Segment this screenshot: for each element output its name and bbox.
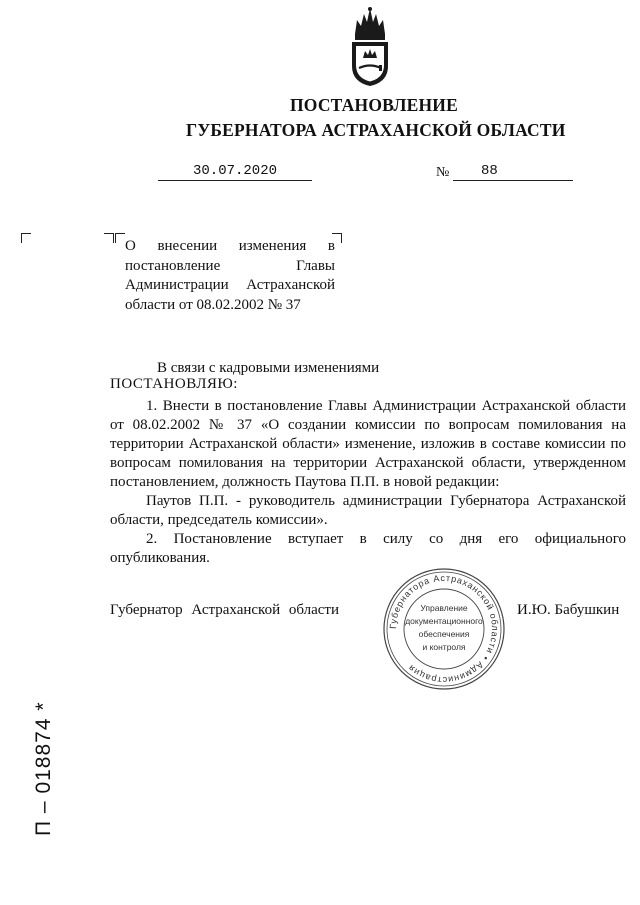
serial-mark (10, 700, 60, 840)
signatory-name: И.Ю. Бабушкин (517, 602, 620, 618)
margin-corner-mark (21, 233, 31, 243)
seal-center-line: Управление (420, 603, 468, 613)
seal-ring-text: Губернатора Астраханской области • Администрация (387, 572, 501, 686)
body-paragraph: 2. Постановление вступает в силу со дня его официального опубликования. (110, 531, 626, 566)
preamble-text: В связи с кадровыми изменениями (157, 360, 380, 376)
document-date: 30.07.2020 (158, 163, 312, 181)
body-paragraph: Паутов П.П. - руководитель администрации Губернатора Астраханской области, председатель комиссии». (110, 493, 626, 528)
seal-center-line: документационного (405, 616, 483, 626)
signatory-position: Губернатор Астраханской области (110, 602, 340, 618)
coat-of-arms-icon (347, 6, 393, 88)
issuer-title: ГУБЕРНАТОРА АСТРАХАНСКОЙ ОБЛАСТИ (186, 120, 566, 140)
document-subject: О внесении изменения в постановление Главы Администрации Астраханской области от 08.02.2002 № 37 (125, 238, 335, 313)
body-paragraph: 1. Внести в постановление Главы Администрации Астраханской области от 08.02.2002 № 37 «О создании комиссии по вопросам помилования на территории Астраханской области» изменение, изложив в составе комиссии по вопросам помилования на территории Астраханской области, утвержденном постановлением, должность Паутова П.П. в новой редакции: (110, 398, 626, 490)
subject-corner-mark (115, 233, 125, 243)
document-type-title: ПОСТАНОВЛЕНИЕ (290, 95, 458, 115)
decree-heading: ПОСТАНОВЛЯЮ: (110, 376, 238, 392)
round-seal-icon (382, 567, 506, 691)
number-label: № (436, 165, 450, 180)
seal-center-line: и контроля (422, 642, 466, 652)
seal-center-line: обеспечения (418, 629, 470, 639)
document-number: 88 (453, 163, 573, 181)
subject-corner-mark-left (104, 233, 114, 243)
document-body (110, 397, 626, 568)
serial-number: П – 018874 * (32, 701, 55, 836)
